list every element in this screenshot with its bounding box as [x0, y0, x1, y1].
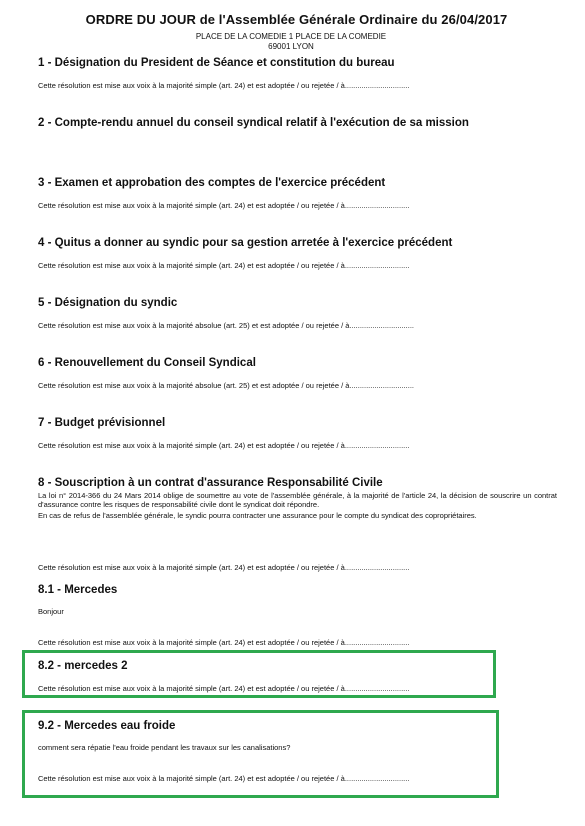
- item-8-1-vote: Cette résolution est mise aux voix à la majorité simple (art. 24) et est adoptée / ou rejetée / à...............................: [38, 638, 410, 647]
- page-title: ORDRE DU JOUR de l'Assemblée Générale Ordinaire du 26/04/2017: [85, 12, 508, 27]
- item-2-heading: 2 - Compte-rendu annuel du conseil syndical relatif à l'exécution de sa mission: [38, 117, 469, 129]
- item-8-2-heading: 8.2 - mercedes 2: [38, 660, 128, 672]
- item-6-vote: Cette résolution est mise aux voix à la majorité absolue (art. 25) et est adoptée / ou rejetée / à...............................: [38, 381, 415, 390]
- item-5-vote: Cette résolution est mise aux voix à la majorité absolue (art. 25) et est adoptée / ou rejetée / à...............................: [38, 321, 415, 330]
- item-3-heading: 3 - Examen et approbation des comptes de l'exercice précédent: [38, 177, 386, 189]
- item-1-heading: 1 - Désignation du President de Séance et constitution du bureau: [38, 57, 395, 69]
- item-9-2-vote: Cette résolution est mise aux voix à la majorité simple (art. 24) et est adoptée / ou rejetée / à...............................: [38, 774, 410, 783]
- item-5-heading: 5 - Désignation du syndic: [38, 297, 178, 309]
- item-4-vote: Cette résolution est mise aux voix à la majorité simple (art. 24) et est adoptée / ou rejetée / à...............................: [38, 261, 410, 270]
- address-line-2: 69001 LYON: [268, 42, 314, 51]
- item-8-heading: 8 - Souscription à un contrat d'assurance Responsabilité Civile: [38, 477, 383, 489]
- item-7-vote: Cette résolution est mise aux voix à la majorité simple (art. 24) et est adoptée / ou rejetée / à...............................: [38, 441, 410, 450]
- item-7-heading: 7 - Budget prévisionnel: [38, 417, 166, 429]
- item-8-1-heading: 8.1 - Mercedes: [38, 584, 118, 596]
- item-8-paragraph-2: En cas de refus de l'assemblée générale, le syndic pourra contracter une assurance pour le compte du syndicat des copropriétaires.: [38, 511, 477, 520]
- item-8-1-body: Bonjour: [38, 607, 64, 616]
- address-line-1: PLACE DE LA COMEDIE 1 PLACE DE LA COMEDIE: [195, 32, 387, 41]
- item-3-vote: Cette résolution est mise aux voix à la majorité simple (art. 24) et est adoptée / ou rejetée / à...............................: [38, 201, 410, 210]
- item-6-heading: 6 - Renouvellement du Conseil Syndical: [38, 357, 256, 369]
- item-4-heading: 4 - Quitus a donner au syndic pour sa gestion arretée à l'exercice précédent: [38, 237, 453, 249]
- item-8-vote: Cette résolution est mise aux voix à la majorité simple (art. 24) et est adoptée / ou rejetée / à...............................: [38, 563, 410, 572]
- item-1-vote: Cette résolution est mise aux voix à la majorité simple (art. 24) et est adoptée / ou rejetée / à...............................: [38, 81, 410, 90]
- item-9-2-heading: 9.2 - Mercedes eau froide: [38, 720, 176, 732]
- item-8-paragraph-1: La loi n° 2014-366 du 24 Mars 2014 oblige de soumettre au vote de l'assemblée générale, à la majorité de l'article 24, la décision de souscrire un contrat d'assurance contre les risques de responsabilité civile dont le syndicat doit répondre.: [38, 491, 557, 509]
- item-9-2-body: comment sera répatie l'eau froide pendant les travaux sur les canalisations?: [38, 743, 291, 752]
- item-8-2-vote: Cette résolution est mise aux voix à la majorité simple (art. 24) et est adoptée / ou rejetée / à...............................: [38, 684, 410, 693]
